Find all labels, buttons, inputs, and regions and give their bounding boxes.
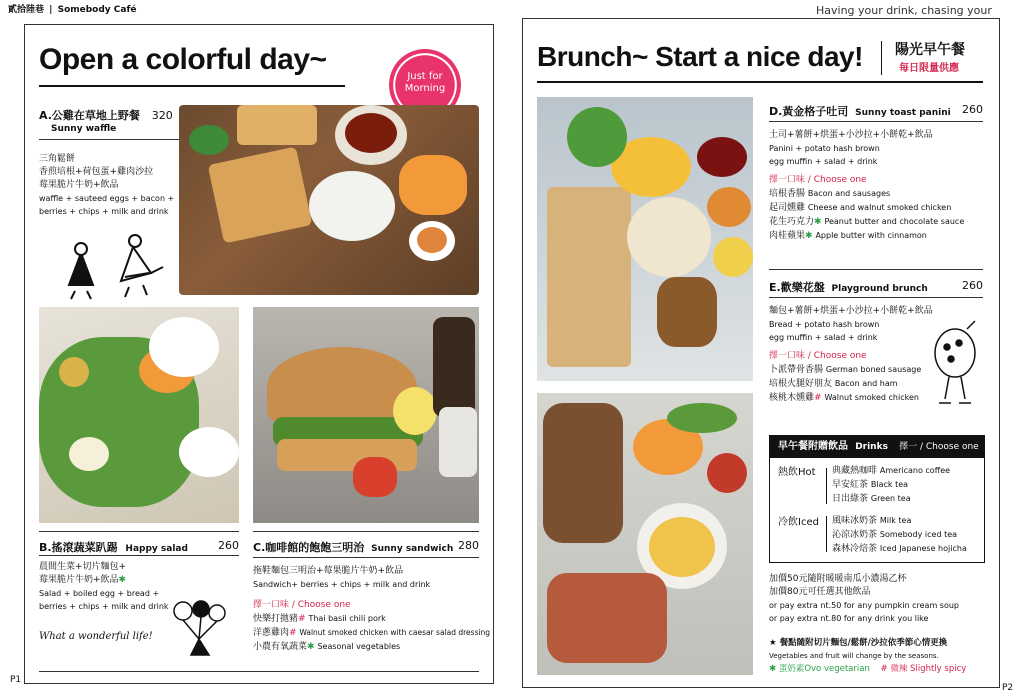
title-underline-right	[537, 81, 983, 83]
header-brand: 貳拾陸巷 | Somebody Café	[8, 5, 137, 15]
item-e-choose: 擇一口味 / Choose one	[769, 351, 867, 361]
item-c-title: C.咖啡館的飽飽三明治	[253, 541, 365, 554]
item-b-top-rule	[39, 531, 239, 532]
extras-zh-2: 加價80元可任選其他飲品	[769, 587, 871, 597]
item-e-divider	[769, 297, 983, 298]
title-underline	[39, 85, 345, 87]
item-b-en-title: Happy salad	[125, 544, 188, 554]
item-c-name	[253, 539, 479, 555]
item-e-zh: 麵包+薯餅+烘蛋+小沙拉+小餅乾+飲品	[769, 306, 933, 316]
page-title: Open a colorful day~	[39, 43, 327, 76]
item-d-zh: 土司+薯餅+烘蛋+小沙拉+小餅乾+飲品	[769, 130, 933, 140]
item-b-price: 260	[218, 539, 239, 552]
hot-bracket	[826, 468, 827, 504]
item-d-opt4-zh: 肉桂蘋果	[769, 231, 806, 241]
header-brand-zh: 貳拾陸巷	[8, 5, 45, 15]
item-e-name	[769, 279, 983, 295]
item-d-opt1-zh: 培根香腸	[769, 189, 806, 199]
item-d-opt3-en: Peanut butter and chocolate sauce	[824, 217, 965, 226]
hot-1-zh: 典藏熱咖啡	[832, 466, 878, 476]
item-d-divider	[769, 121, 983, 122]
item-b-zh-1: 晨間生菜+切片麵包+	[39, 562, 127, 572]
item-e-top-rule	[769, 269, 983, 270]
item-d-desc	[769, 129, 983, 243]
iced-1-zh: 風味冰奶茶	[832, 516, 878, 526]
page-number-right: P2	[1002, 683, 1014, 693]
spicy-mark: #	[289, 628, 297, 638]
item-d-price: 260	[962, 103, 983, 116]
item-d-choose: 擇一口味 / Choose one	[769, 175, 867, 185]
item-d-opt4-en: Apple butter with cinnamon	[815, 231, 927, 240]
iced-3-zh: 森林冷焙茶	[832, 544, 878, 554]
item-e-opt1-zh: 卜派帶骨香腸	[769, 365, 824, 375]
playground-brunch-photo	[537, 393, 753, 675]
hot-1-en: Americano coffee	[879, 466, 951, 475]
header-tagline: Having your drink, chasing your	[816, 4, 992, 17]
hot-label: 熱飲Hot	[778, 467, 816, 478]
page-title-right: Brunch~ Start a nice day!	[537, 41, 863, 72]
item-c-desc	[253, 565, 491, 654]
toast-panini-photo	[537, 97, 753, 381]
item-a-title: A.公雞在草地上野餐	[39, 109, 140, 122]
page-left-bottom-rule	[39, 671, 479, 672]
item-c-zh: 拖鞋麵包三明治+莓果脆片牛奶+飲品	[253, 566, 404, 576]
menu-page-left	[24, 24, 494, 684]
item-c-top-rule	[253, 531, 479, 532]
drinks-title-en: Drinks	[855, 442, 888, 452]
iced-bracket	[826, 516, 827, 552]
extras-block	[769, 573, 989, 625]
hot-2-zh: 早安紅茶	[832, 480, 869, 490]
item-d-name	[769, 103, 983, 119]
daily-limited-tag: 每日限量供應	[899, 63, 959, 74]
item-c-opt2-en: Walnut smoked chicken with caesar salad dressing	[299, 628, 491, 637]
item-d-title: D.黃金格子吐司	[769, 105, 849, 118]
legend-vegetarian: ✱ 蛋奶素Ovo vegetarian	[769, 664, 870, 674]
drinks-title-zh: 早午餐附贈飲品	[778, 441, 848, 452]
drinks-header	[770, 436, 984, 458]
item-e-title: E.歡樂花盤	[769, 281, 825, 294]
item-c-price: 280	[458, 539, 479, 552]
extras-zh-1: 加價50元隨附暖暖南瓜小濃湯乙杯	[769, 574, 907, 584]
item-e-opt1-en: German boned sausage	[825, 365, 922, 374]
balloon-bird-doodle	[171, 599, 231, 659]
page-number-left: P1	[10, 675, 22, 685]
menu-page-right	[522, 18, 1000, 688]
notes-seasonal-zh: ★ 餐點隨附切片麵包/鬆餅/沙拉依季節心情更換	[769, 638, 948, 648]
item-c-divider	[253, 557, 479, 558]
iced-drinks-list	[832, 514, 967, 556]
extras-en-1: or pay extra nt.50 for any pumpkin cream soup	[769, 601, 960, 610]
item-a-desc	[39, 153, 174, 218]
item-b-en-1: Salad + boiled egg + bread +	[39, 589, 160, 598]
veg-mark: ✱	[805, 231, 813, 241]
hot-3-en: Green tea	[870, 494, 911, 503]
item-d-opt3-zh: 花生巧克力	[769, 217, 815, 227]
item-e-en-title: Playground brunch	[831, 284, 928, 294]
item-b-divider	[39, 555, 239, 556]
drinks-panel	[769, 435, 985, 563]
iced-label: 冷飲Iced	[778, 517, 819, 528]
item-d-en-1: Panini + potato hash brown	[769, 144, 880, 153]
item-d-en-2: egg muffin + salad + drink	[769, 157, 878, 166]
item-a-en-2: berries + chips + milk and drink	[39, 207, 169, 216]
item-e-opt3-en: Walnut smoked chicken	[824, 393, 919, 402]
item-e-opt2-en: Bacon and ham	[834, 379, 898, 388]
spicy-mark: #	[298, 614, 306, 624]
item-a-zh-1: 三角鬆餅	[39, 154, 76, 164]
item-a-divider	[39, 139, 189, 140]
waffle-plate-photo	[179, 105, 479, 295]
salad-plate-photo	[39, 307, 239, 523]
item-a-zh-3: 莓果脆片牛奶+飲品	[39, 180, 119, 190]
hot-3-zh: 日出綠茶	[832, 494, 869, 504]
item-e-en-1: Bread + potato hash brown	[769, 320, 880, 329]
title-divider-vertical	[881, 41, 882, 75]
extras-en-2: or pay extra nt.80 for any drink you like	[769, 614, 929, 623]
item-c-opt1-zh: 快樂打拋豬	[253, 614, 299, 624]
bird-doodle-right	[927, 319, 983, 411]
item-a-price: 320	[151, 109, 173, 122]
notes-block	[769, 637, 989, 676]
item-b-desc	[39, 561, 169, 613]
item-e-opt2-zh: 培根火腿好朋友	[769, 379, 833, 389]
item-b-title: B.搖滾蔬菜趴踢	[39, 541, 118, 554]
script-quote: What a wonderful life!	[39, 631, 153, 642]
badge-line-2: Morning	[404, 83, 446, 94]
item-a-name	[39, 107, 173, 123]
badge-line-1: Just for	[407, 71, 443, 82]
notes-seasonal-en: Vegetables and fruit will change by the seasons.	[769, 652, 939, 660]
item-c-en: Sandwich+ berries + chips + milk and drink	[253, 580, 431, 589]
item-c-opt2-zh: 洋蔥雞肉	[253, 628, 290, 638]
item-a-zh-2: 香煎培根+荷包蛋+雞肉沙拉	[39, 167, 154, 177]
item-b-zh-2: 莓果脆片牛奶+飲品	[39, 575, 119, 585]
item-c-opt3-en: Seasonal vegetables	[317, 642, 401, 651]
veg-mark: ✱	[814, 217, 822, 227]
header-brand-en: Somebody Café	[57, 5, 137, 15]
item-e-opt3-zh: 核桃木燻雞	[769, 393, 815, 403]
item-a-en-1: waffle + sauteed eggs + bacon +	[39, 194, 175, 203]
iced-3-en: Iced Japanese hojicha	[879, 544, 967, 553]
item-c-opt3-zh: 小農有氧蔬菜	[253, 642, 308, 652]
iced-1-en: Milk tea	[879, 516, 912, 525]
item-e-en-2: egg muffin + salad + drink	[769, 333, 878, 342]
item-b-en-2: berries + chips + milk and drink	[39, 602, 169, 611]
item-d-opt2-en: Cheese and walnut smoked chicken	[807, 203, 952, 212]
veg-mark: ✱	[118, 575, 127, 585]
bird-doodle-illustration	[59, 225, 169, 305]
item-b-name	[39, 539, 239, 555]
legend-spicy: # 微辣 Slightly spicy	[880, 664, 967, 674]
veg-mark: ✱	[307, 642, 315, 652]
item-d-en-title: Sunny toast panini	[855, 108, 951, 118]
item-d-opt1-en: Bacon and sausages	[807, 189, 891, 198]
item-d-opt2-zh: 起司燻雞	[769, 203, 806, 213]
item-e-price: 260	[962, 279, 983, 292]
spicy-mark: #	[814, 393, 822, 403]
drinks-choose: 擇一 / Choose one	[899, 442, 979, 452]
item-a-sub: Sunny waffle	[51, 124, 117, 134]
sandwich-plate-photo	[253, 307, 479, 523]
iced-2-zh: 沁涼冰奶茶	[832, 530, 878, 540]
hot-drinks-list	[832, 464, 950, 506]
hot-2-en: Black tea	[870, 480, 909, 489]
brunch-tag: 陽光早午餐	[895, 42, 965, 58]
item-c-opt1-en: Thai basil chili pork	[308, 614, 386, 623]
item-c-en-title: Sunny sandwich	[371, 544, 454, 554]
item-c-choose: 擇一口味 / Choose one	[253, 600, 351, 610]
iced-2-en: Somebody iced tea	[879, 530, 958, 539]
